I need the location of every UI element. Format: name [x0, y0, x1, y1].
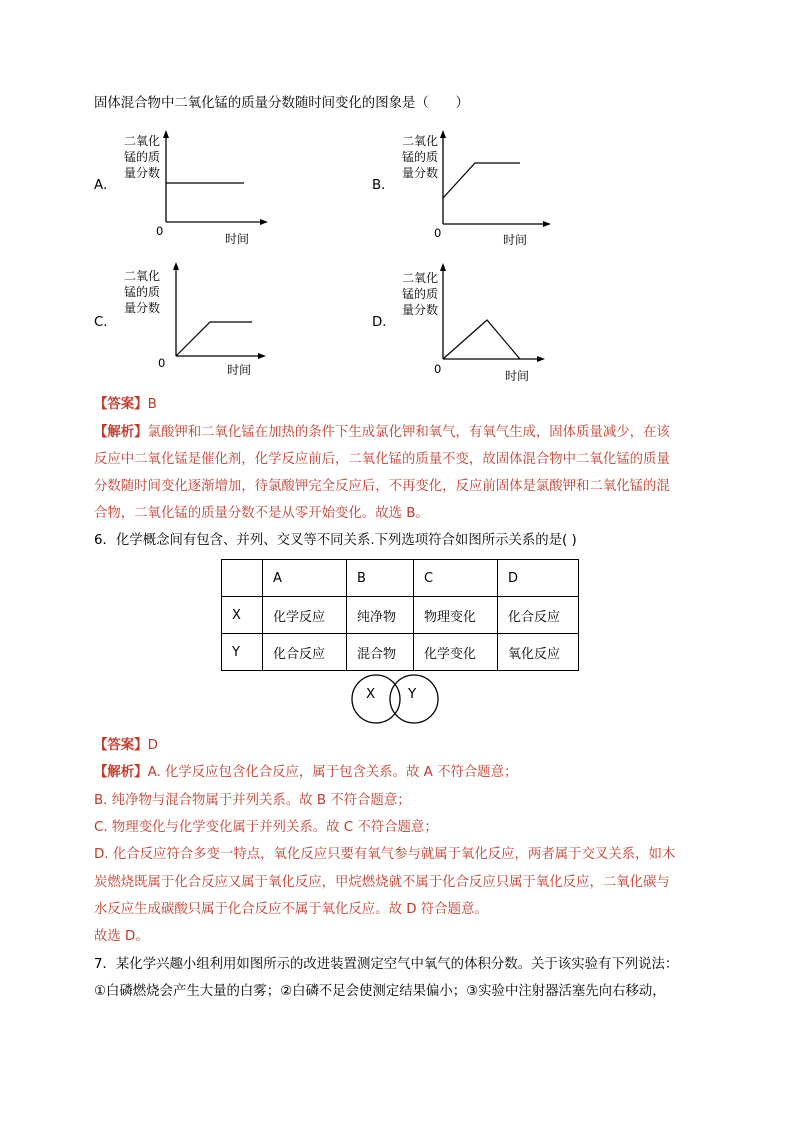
option-b-xlabel: 时间: [503, 233, 528, 247]
q6-analysis-line-3: C. 物理变化与化学变化属于并列关系。故 C 不符合题意；: [94, 820, 438, 835]
venn-diagram: [350, 673, 442, 725]
q5-stem: 固体混合物中二氧化锰的质量分数随时间变化的图象是（ ）: [94, 96, 469, 111]
option-c-origin: 0: [158, 356, 166, 370]
table-cell: B: [347, 560, 414, 597]
analysis-tag: 【解析】: [94, 425, 148, 440]
q5-answer: [94, 395, 157, 415]
table-cell: X: [222, 597, 263, 634]
table-cell: 化合反应: [263, 634, 347, 671]
answer-tag: 【答案】: [94, 738, 148, 753]
option-c-curve: [176, 322, 252, 356]
table-row: [222, 634, 579, 671]
option-a-letter: A．: [94, 178, 117, 193]
table-cell: 纯净物: [347, 597, 414, 634]
option-d-origin: 0: [434, 362, 442, 376]
option-b-curve: [443, 163, 520, 198]
relation-table: [221, 559, 579, 671]
q6-answer: [94, 736, 158, 756]
option-c-letter: C．: [94, 315, 117, 330]
q6-conclusion: 故选 D。: [94, 929, 149, 944]
table-cell: 化学变化: [414, 634, 498, 671]
option-a-ylabel: 二氧化 锰的质 量分数: [124, 134, 161, 180]
venn-label-x: X: [366, 687, 376, 702]
option-a-origin: 0: [156, 224, 164, 238]
q6-analysis-line-6: 水反应生成碳酸只属于化合反应不属于氧化反应。故 D 符合题意。: [94, 902, 488, 917]
option-d-graph: [437, 263, 557, 367]
option-d-curve: [443, 320, 520, 359]
option-c-graph: [170, 262, 280, 362]
q6-stem: 6．化学概念间有包含、并列、交叉等不同关系.下列选项符合如图所示关系的是( ): [94, 533, 577, 548]
table-cell: 氧化反应: [498, 634, 579, 671]
option-c-ylabel: 二氧化 锰的质 量分数: [124, 269, 161, 315]
option-a-graph: [160, 130, 270, 240]
q5-analysis-line-2: 反应中二氧化锰是催化剂，化学反应前后，二氧化锰的质量不变，故固体混合物中二氧化锰的质量: [94, 452, 670, 467]
option-b-origin: 0: [434, 226, 442, 240]
q5-analysis-line-1: 【解析】氯酸钾和二氧化锰在加热的条件下生成氯化钾和氧气，有氧气生成，固体质量减少，在该: [94, 425, 670, 440]
table-cell: [222, 560, 263, 597]
option-a-xlabel: 时间: [225, 232, 250, 246]
answer-tag: 【答案】: [94, 397, 148, 412]
q5-analysis-line-3: 分数随时间变化逐渐增加，待氯酸钾完全反应后，不再变化，反应前固体是氯酸钾和二氧化锰的混: [94, 479, 670, 494]
option-b-letter: B．: [372, 178, 395, 193]
option-b-ylabel: 二氧化 锰的质 量分数: [402, 134, 439, 180]
table-row: [222, 597, 579, 634]
table-cell: 化学反应: [263, 597, 347, 634]
option-d-letter: D．: [372, 315, 396, 330]
analysis-tag: 【解析】: [94, 765, 148, 780]
venn-label-y: Y: [408, 687, 417, 702]
table-cell: 化合反应: [498, 597, 579, 634]
q6-analysis-line-4: D. 化合反应符合多变一特点，氧化反应只要有氧气参与就属于氧化反应，两者属于交叉关系，如木: [94, 847, 676, 862]
q7-stem-line-2: ①白磷燃烧会产生大量的白雾；②白磷不足会使测定结果偏小；③实验中注射器活塞先向右移动，: [94, 984, 666, 999]
q5-analysis-line-4: 合物，二氧化锰的质量分数不是从零开始变化。故选 B。: [94, 506, 429, 521]
table-cell: 混合物: [347, 634, 414, 671]
venn-circle-x: [352, 675, 400, 723]
q6-analysis-line-2: B. 纯净物与混合物属于并列关系。故 B 不符合题意；: [94, 793, 411, 808]
answer-value: D: [147, 738, 158, 753]
q6-analysis-line-5: 炭燃烧既属于化合反应又属于氧化反应，甲烷燃烧就不属于化合反应只属于氧化反应，二氧化碳与: [94, 875, 670, 890]
option-c-xlabel: 时间: [227, 363, 252, 377]
q6-analysis-line-1: 【解析】A. 化学反应包含化合反应，属于包含关系。故 A 不符合题意；: [94, 765, 518, 780]
option-b-graph: [437, 130, 557, 242]
option-d-xlabel: 时间: [505, 369, 530, 383]
table-cell: Y: [222, 634, 263, 671]
table-cell: A: [263, 560, 347, 597]
answer-value: B: [147, 397, 157, 412]
table-cell: C: [414, 560, 498, 597]
table-cell: 物理变化: [414, 597, 498, 634]
table-cell: D: [498, 560, 579, 597]
q7-stem-line-1: 7．某化学兴趣小组利用如图所示的改进装置测定空气中氧气的体积分数。关于该实验有下列说法：: [94, 957, 679, 972]
table-header-row: [222, 560, 579, 597]
option-d-ylabel: 二氧化 锰的质 量分数: [402, 271, 439, 317]
